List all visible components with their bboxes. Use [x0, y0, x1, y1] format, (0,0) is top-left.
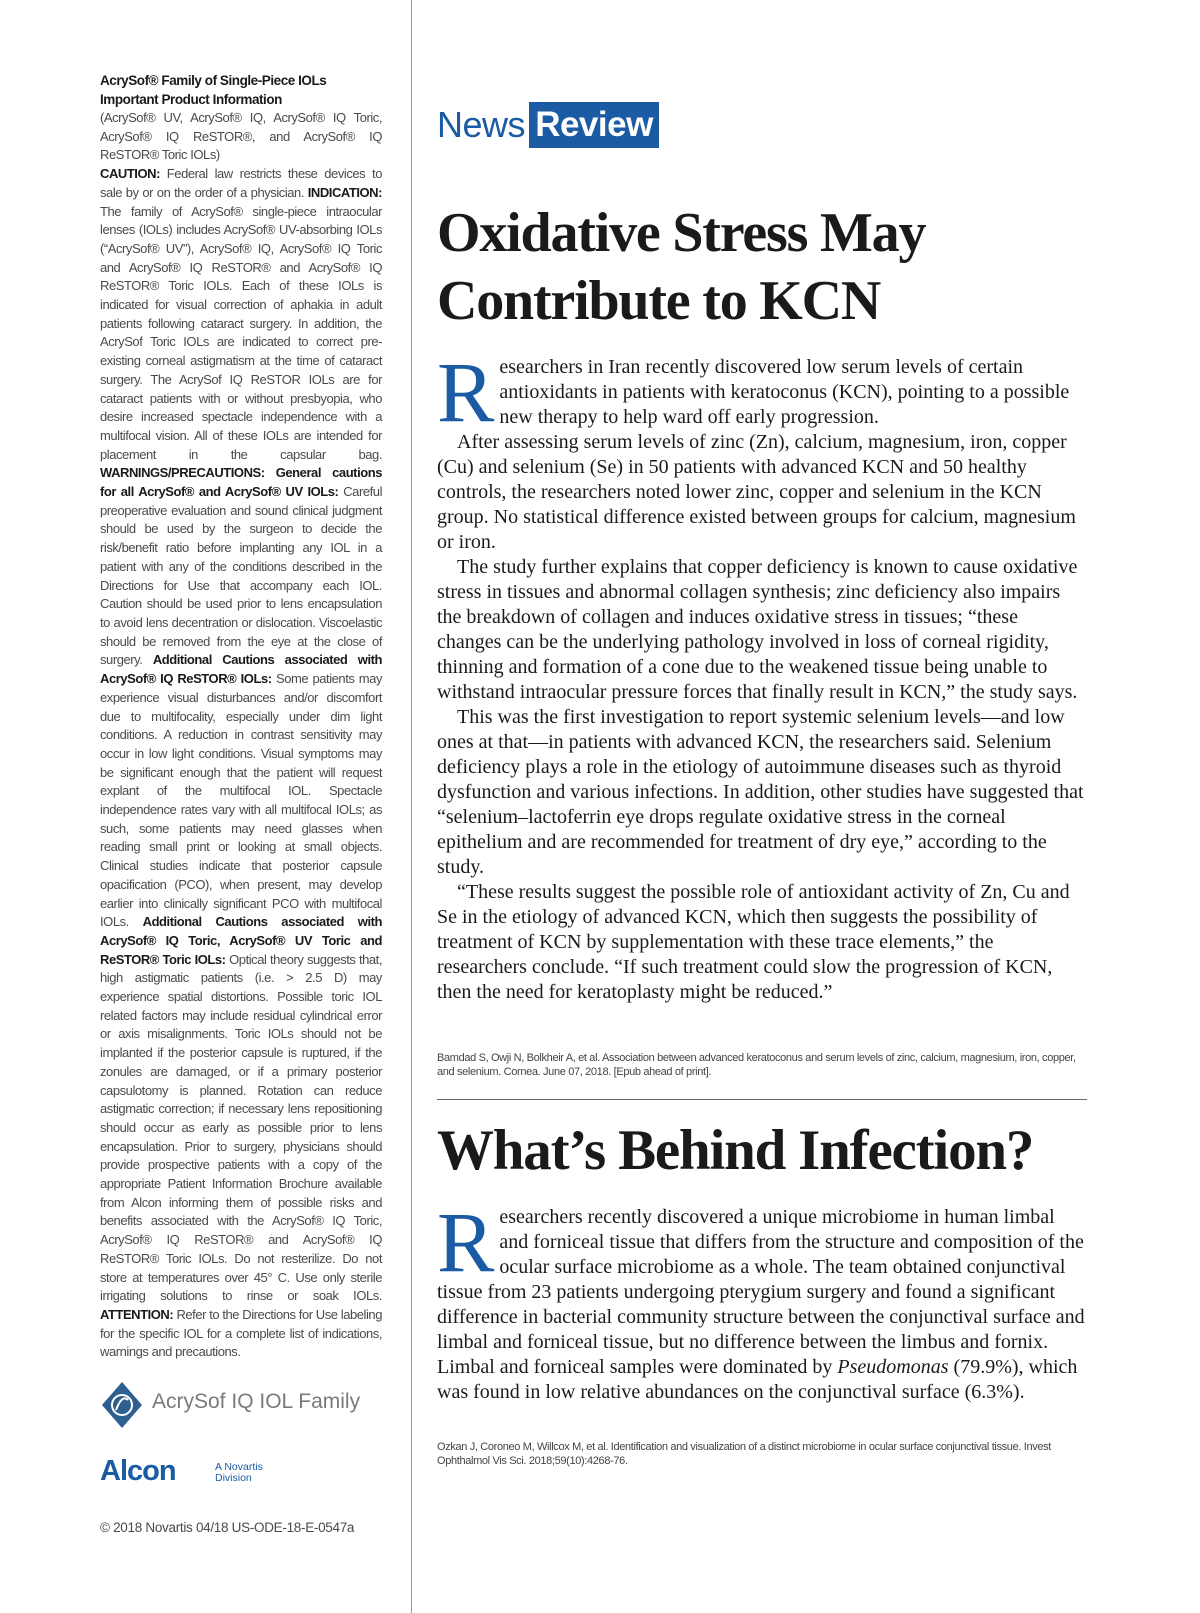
article-1-paragraph: After assessing serum levels of zinc (Zn), calcium, magnesium, iron, copper (Cu) and selenium (Se) in 50 patients with advanced KCN and 50 healthy controls, the researchers noted lower zinc, copper and selenium in the KCN group. No statistical difference existed between groups for calcium, magnesium or iron.: [437, 431, 1076, 553]
section-rule: [437, 1099, 1087, 1100]
sidebar-title-2: Important Product Information: [100, 91, 282, 107]
article-2-reference: Ozkan J, Coroneo M, Willcox M, et al. Identification and visualization of a distinct microbiome in ocular surface conjunctival tissue. Invest Ophthalmol Vis Sci. 2018;59(10):4268-76.: [437, 1441, 1051, 1467]
indication-text: The family of AcrySof® single-piece intraocular lenses (IOLs) includes AcrySof® UV-absorbing IOLs (“AcrySof® UV”), AcrySof® IQ, AcrySof® IQ Toric and AcrySof® IQ ReSTOR® and AcrySof® IQ ReSTOR® Toric IOLs. Each of these IOLs is indicated for visual correction of aphakia in adult patients following cataract surgery. In addition, the AcrySof Toric IOLs are indicated to correct pre-existing corneal astigmatism at the time of cataract surgery. The AcrySof IQ ReSTOR IOLs are for cataract patients with or without presbyopia, who desire increased spectacle independence with a multifocal vision. All of these IOLs are intended for placement in the capsular bag.: [100, 203, 382, 462]
sidebar-title-1: AcrySof® Family of Single-Piece IOLs: [100, 73, 327, 88]
restor-cautions-label: Additional Cautions associated with AcrySof® IQ ReSTOR® IOLs:: [100, 652, 382, 687]
acrysof-iq-logo: [100, 1380, 400, 1432]
acrysof-diamond-icon: [100, 1380, 144, 1430]
article-2-body: [437, 1194, 1087, 1405]
sidebar-subtitle: (AcrySof® UV, AcrySof® IQ, AcrySof® IQ Toric, AcrySof® IQ ReSTOR®, and AcrySof® IQ ReSTOR® Toric IOLs): [100, 110, 382, 163]
paragraph-text: esearchers in Iran recently discovered low serum levels of certain antioxidants in patients with keratoconus (KCN), pointing to a possible new therapy to help ward off early progression.: [499, 356, 1070, 428]
warnings-label: WARNINGS/PRECAUTIONS: General cautions for all AcrySof® and AcrySof® UV IOLs:: [100, 465, 382, 500]
caution-text: Federal law restricts these devices to sale by or on the order of a physician.: [100, 166, 382, 200]
article-1-body: [437, 344, 1087, 1005]
article-2-headline: What’s Behind Infection?: [437, 1119, 1034, 1182]
toric-cautions-text: Optical theory suggests that, high astigmatic patients (i.e. > 2.5 D) may experience spatial distortions. Possible toric IOL related factors may include residual cylindrical error or axis misalignments. Toric IOLs should not be implanted if the posterior capsule is ruptured, if the zonules are damaged, or if a primary posterior capsulotomy is planned. Rotation can reduce astigmatic correction; if necessary lens repositioning should occur as early as possible prior to lens encapsulation. Prior to surgery, physicians should provide prospective patients with a copy of the appropriate Patient Information Brochure available from Alcon informing them of possible risks and benefits associated with the AcrySof® IQ Toric, AcrySof® IQ ReSTOR® and AcrySof® IQ ReSTOR® Toric IOLs. Do not resterilize. Do not store at temperatures over 45° C. Use only sterile irrigating solutions to rinse or soak IOLs.: [100, 951, 382, 1304]
article-1-paragraph: This was the first investigation to report systemic selenium levels—and low ones at that—in patients with advanced KCN, the researchers said. Selenium deficiency plays a role in the etiology of autoimmune diseases such as thyroid dysfunction and various infections. In addition, other studies have suggested that “selenium–lactoferrin eye drops regulate oxidative stress in the corneal epithelium and are recommended for treatment of dry eye,” according to the study.: [437, 706, 1084, 878]
alcon-logo: [100, 1455, 300, 1495]
article-1-paragraph: “These results suggest the possible role of antioxidant activity of Zn, Cu and Se in the etiology of advanced KCN, which then suggests the possibility of treatment of KCN by supplementation with these trace elements,” the researchers conclude. “If such treatment could slow the progression of KCN, then the need for keratoplasty might be reduced.”: [437, 881, 1070, 1003]
caution-label: CAUTION:: [100, 166, 160, 182]
acrysof-logo-text: AcrySof IQ IOL Family: [152, 1390, 361, 1413]
masthead-news: News: [437, 104, 526, 145]
article-1-reference: Bamdad S, Owji N, Bolkheir A, et al. Association between advanced keratoconus and serum levels of zinc, calcium, magnesium, iron, copper, and selenium. Cornea. June 07, 2018. [Epub ahead of print].: [437, 1052, 1076, 1078]
copyright-footer: © 2018 Novartis 04/18 US-ODE-18-E-0547a: [100, 1520, 355, 1535]
pseudomonas-italic: Pseudomonas: [837, 1356, 949, 1378]
article-1-headline: Oxidative Stress May Contribute to KCN: [437, 202, 926, 332]
restor-cautions-text: Some patients may experience visual disturbances and/or discomfort due to multifocality, especially under dim light conditions. A reduction in contrast sensitivity may occur in low light conditions. Visual symptoms may be significant enough that the patient will request explant of the multifocal IOL. Spectacle independence rates vary with all multifocal IOLs; as such, some patients may need glasses when reading small print or looking at small objects. Clinical studies indicate that posterior capsule opacification (PCO), when present, may develop earlier into clinically significant PCO with multifocal IOLs.: [100, 671, 382, 930]
drop-cap: R: [437, 344, 495, 440]
attention-label: ATTENTION:: [100, 1307, 174, 1322]
sidebar-body: [100, 165, 382, 1362]
article-2-paragraph: [437, 1194, 1087, 1405]
warnings-text: Careful preoperative evaluation and sound clinical judgment should be used by the surgeon to decide the risk/benefit ratio before implanting any IOL in a patient with any of the conditions described in the Directions for Use that accompany each IOL. Caution should be used prior to lens encapsulation to avoid lens decentration or dislocation. Viscoelastic should be removed from the eye at the close of surgery.: [100, 484, 383, 668]
attention-text: Refer to the Directions for Use labeling for the specific IOL for a complete list of indications, warnings and precautions.: [100, 1307, 382, 1360]
toric-cautions-label: Additional Cautions associated with AcrySof® IQ Toric, AcrySof® UV Toric and ReSTOR® Toric IOLs:: [100, 914, 382, 967]
alcon-division-text: A Novartis Division: [215, 1461, 263, 1484]
alcon-wordmark: Alcon: [100, 1455, 176, 1487]
drop-cap: R: [437, 1194, 495, 1290]
paragraph-text: esearchers recently discovered a unique microbiome in human limbal and forniceal tissue that differs from the structure and composition of the ocular surface microbiome as a whole. The team obtained conjunctival tissue from 23 patients undergoing pterygium surgery and found a significant difference in bacterial community structure between the conjunctival surface and limbal and forniceal tissue, but no difference between the limbus and fornix. Limbal and forniceal samples were dominated by: [437, 1206, 1085, 1378]
paragraph-text: (79.9%), which was found in low relative abundances on the conjunctival surface (6.3%).: [437, 1356, 1078, 1403]
article-1-paragraph: The study further explains that copper deficiency is known to cause oxidative stress in tissues and abnormal collagen synthesis; zinc deficiency also impairs the breakdown of collagen and induces oxidative stress in tissues; “these changes can be the underlying pathology involved in loss of corneal rigidity, thinning and formation of a cone due to the weakened tissue being unable to withstand intraocular pressure forces that finally result in KCN,” the study says.: [437, 556, 1078, 703]
column-divider: [411, 0, 412, 1613]
article-1-paragraph: [437, 344, 1087, 440]
product-info-sidebar: [100, 72, 382, 1362]
indication-label: INDICATION:: [307, 184, 382, 200]
masthead-review: Review: [529, 102, 659, 148]
